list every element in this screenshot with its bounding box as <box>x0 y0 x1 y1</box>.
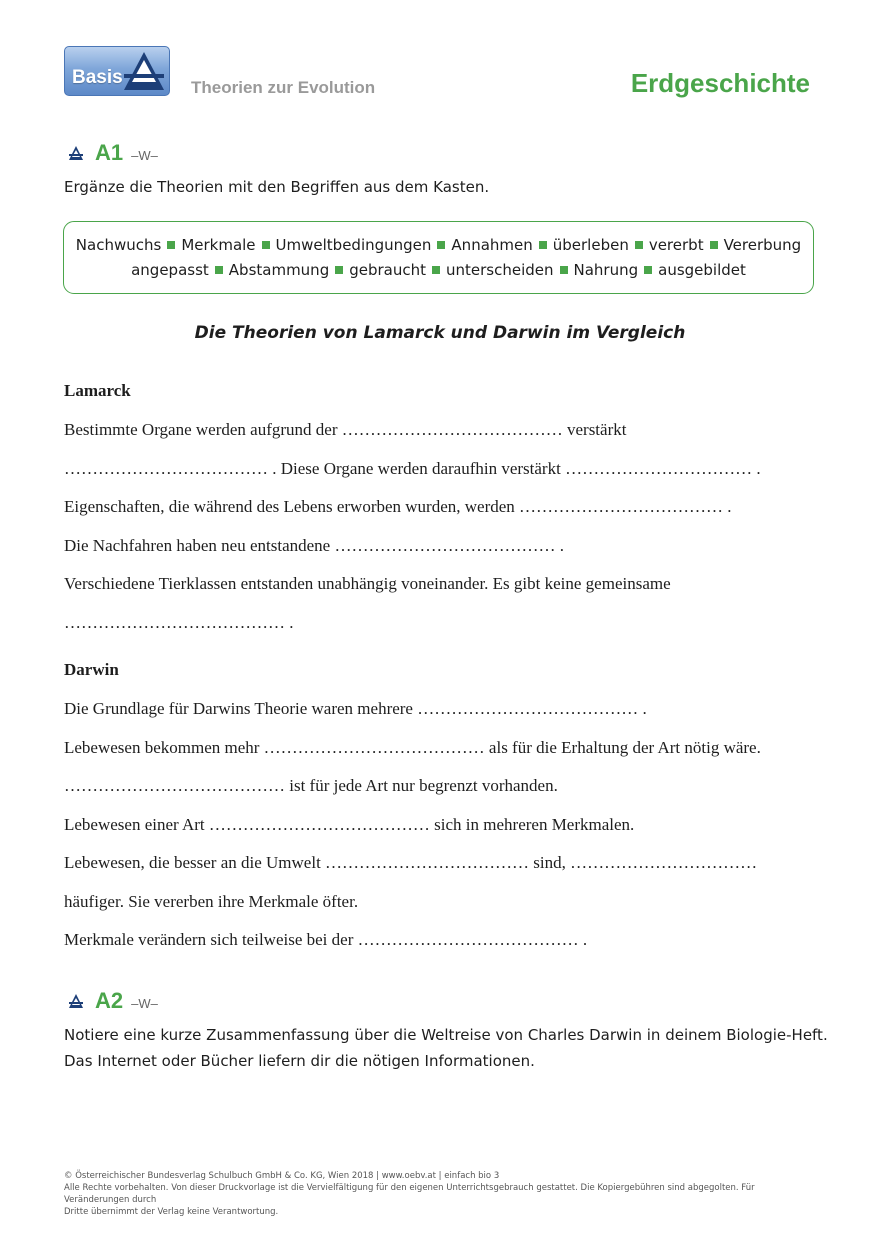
task-number: A2 <box>95 988 124 1013</box>
logo-text: Basis <box>72 67 123 88</box>
task-level: –W– <box>131 148 158 163</box>
darwin-line: häufiger. Sie vererben ihre Merkmale öfter. <box>64 892 359 911</box>
word-item: Merkmale <box>181 236 256 254</box>
word-item: Annahmen <box>451 236 533 254</box>
word-item: überleben <box>552 236 629 254</box>
task-number: A1 <box>95 140 124 165</box>
task-instruction: Ergänze die Theorien mit den Begriffen aus dem Kasten. <box>64 178 490 196</box>
basis-logo <box>64 46 170 96</box>
darwin-line: ………………………………… ist für jede Art nur begrenzt vorhanden. <box>64 776 558 795</box>
darwin-line: Die Grundlage für Darwins Theorie waren mehrere ………………………………… . <box>64 699 647 718</box>
word-item: Nahrung <box>573 261 639 279</box>
bullet-square-icon <box>262 241 270 249</box>
topic-title: Erdgeschichte <box>630 68 810 98</box>
lamarck-line: Bestimmte Organe werden aufgrund der ………………………………… verstärkt <box>64 420 627 439</box>
lamarck-heading: Lamarck <box>64 381 131 400</box>
pyramid-logo-icon <box>122 50 166 92</box>
word-item: Vererbung <box>723 236 802 254</box>
darwin-line: Lebewesen einer Art ………………………………… sich in mehreren Merkmalen. <box>64 815 635 834</box>
bullet-square-icon <box>335 266 343 274</box>
bullet-square-icon <box>215 266 223 274</box>
lamarck-line: ………………………………… . <box>64 613 294 632</box>
word-item: angepasst <box>131 261 209 279</box>
word-item: Nachwuchs <box>75 236 162 254</box>
word-item: Abstammung <box>228 261 330 279</box>
darwin-line: Lebewesen bekommen mehr ………………………………… als für die Erhaltung der Art nötig wäre. <box>64 738 761 757</box>
copyright-footer <box>64 1170 804 1218</box>
footer-line: Dritte übernimmt der Verlag keine Verantwortung. <box>64 1207 279 1217</box>
task-instruction-line: Notiere eine kurze Zusammenfassung über die Weltreise von Charles Darwin in deinem Biologie-Heft. <box>64 1026 828 1044</box>
bullet-square-icon <box>710 241 718 249</box>
sheet-title: Die Theorien von Lamarck und Darwin im Vergleich <box>194 323 686 343</box>
word-box-line-1 <box>64 233 813 258</box>
darwin-line: Lebewesen, die besser an die Umwelt ……………………………… sind, …………………………… <box>64 853 758 872</box>
word-box <box>63 221 814 294</box>
footer-line: © Österreichischer Bundesverlag Schulbuch GmbH & Co. KG, Wien 2018 | www.oebv.at | einfach bio 3 <box>64 1171 500 1181</box>
darwin-line: Merkmale verändern sich teilweise bei der ………………………………… . <box>64 930 588 949</box>
lamarck-line: Verschiedene Tierklassen entstanden unabhängig voneinander. Es gibt keine gemeinsame <box>64 574 671 593</box>
task-a2-header <box>68 988 158 1014</box>
bullet-square-icon <box>167 241 175 249</box>
word-item: ausgebildet <box>658 261 746 279</box>
darwin-heading: Darwin <box>64 660 119 679</box>
footer-line: Alle Rechte vorbehalten. Von dieser Druckvorlage ist die Vervielfältigung für den eigenen Unterrichtsgebrauch gestattet. Die Kopiergebühren sind abgegolten. Für Veränderungen durch <box>64 1183 755 1205</box>
level-triangle-icon <box>68 993 84 1009</box>
word-item: gebraucht <box>349 261 426 279</box>
bullet-square-icon <box>560 266 568 274</box>
bullet-square-icon <box>432 266 440 274</box>
task-instruction-line: Das Internet oder Bücher liefern dir die nötigen Informationen. <box>64 1052 535 1070</box>
word-item: unterscheiden <box>446 261 554 279</box>
task-level: –W– <box>131 996 158 1011</box>
word-box-line-2 <box>64 258 813 283</box>
bullet-square-icon <box>437 241 445 249</box>
bullet-square-icon <box>539 241 547 249</box>
word-item: vererbt <box>648 236 704 254</box>
word-item: Umweltbedingungen <box>275 236 432 254</box>
subject-title: Theorien zur Evolution <box>191 78 376 97</box>
bullet-square-icon <box>644 266 652 274</box>
task-a1-header <box>68 140 158 166</box>
bullet-square-icon <box>635 241 643 249</box>
lamarck-line: ……………………………… . Diese Organe werden daraufhin verstärkt …………………………… . <box>64 459 761 478</box>
lamarck-line: Die Nachfahren haben neu entstandene ………………………………… . <box>64 536 564 555</box>
level-triangle-icon <box>68 145 84 161</box>
lamarck-line: Eigenschaften, die während des Lebens erworben wurden, werden ……………………………… . <box>64 497 732 516</box>
